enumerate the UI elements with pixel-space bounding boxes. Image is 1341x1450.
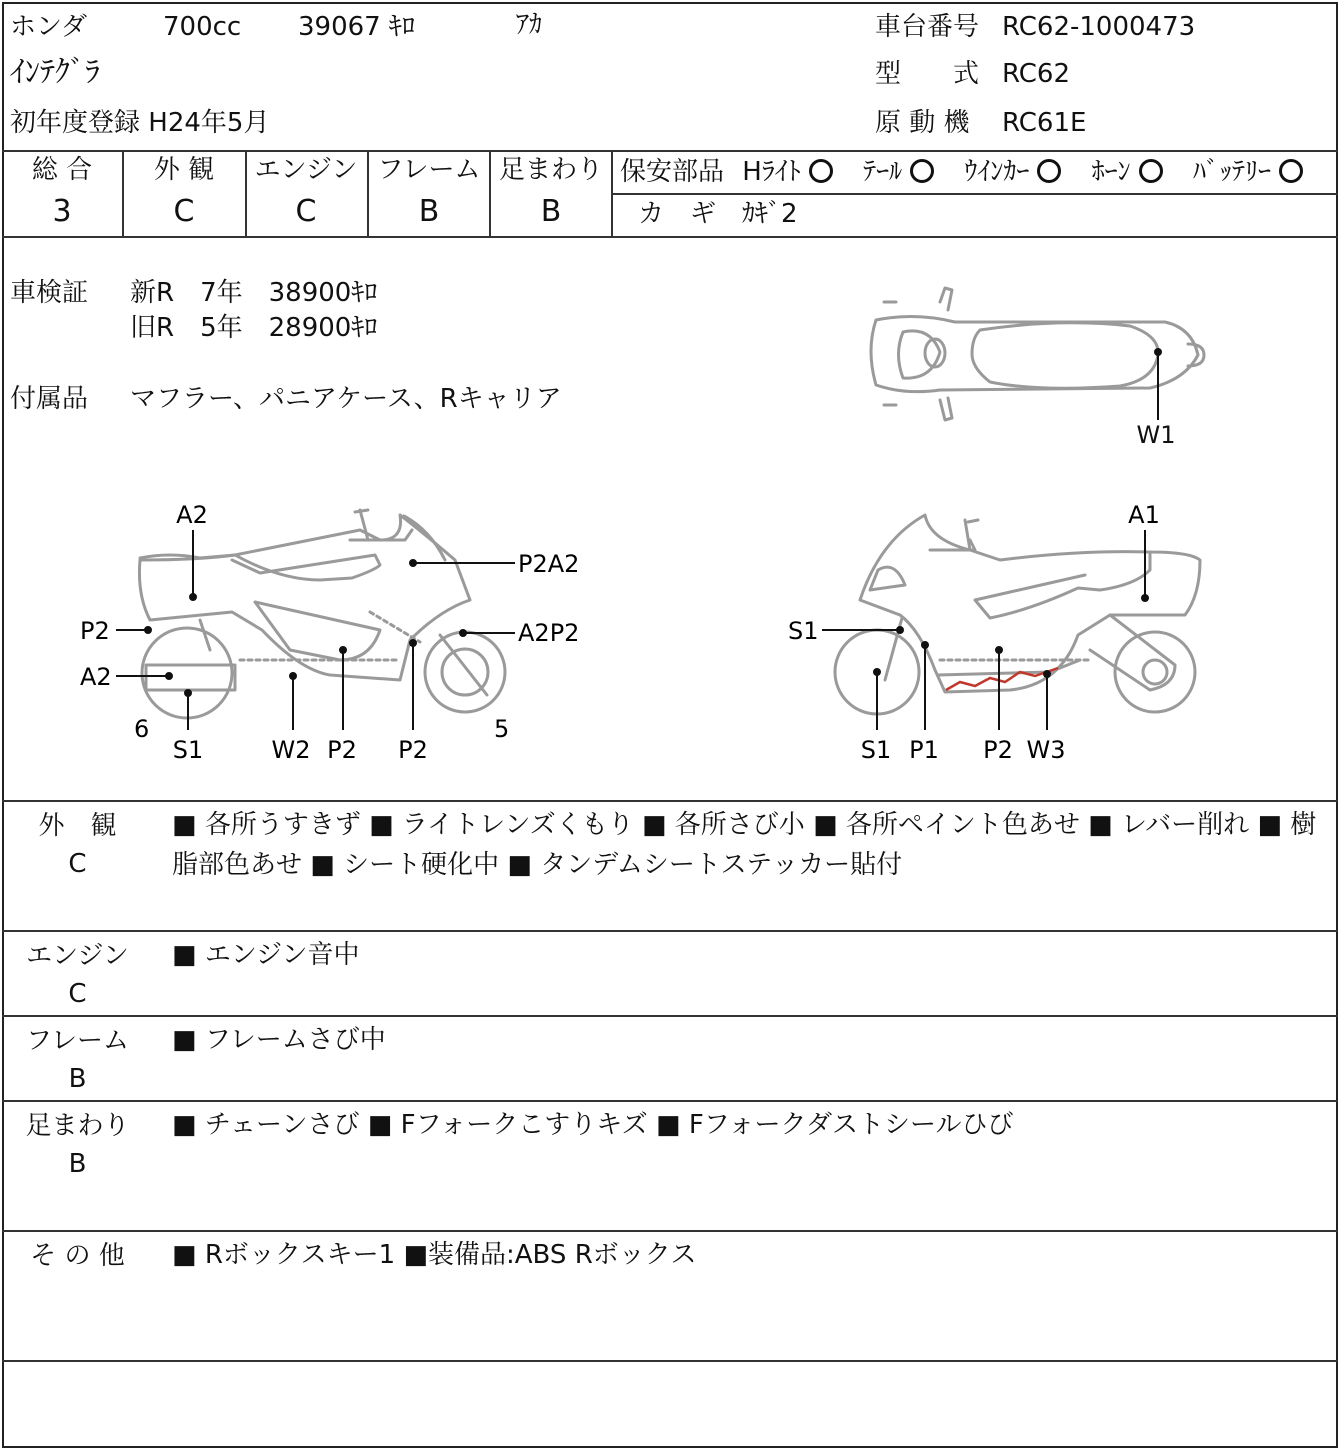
label-a2p2: A2P2 [518,619,580,647]
section-engine-label [20,938,135,1013]
section-suspension-text: ■ チェーンさび ■ Fフォークこすりキズ ■ Fフォークダストシールひび [172,1110,1014,1140]
leader-lines-right [822,530,1148,730]
scooter-left-view [139,510,505,718]
type-label: 型 式 [875,59,980,89]
label-a2-top: A2 [176,501,208,529]
ok-mark-icon [910,159,934,183]
safety-parts [620,159,1303,185]
grade-total-value: 3 [52,194,72,229]
section-grade: C [68,978,87,1009]
type: RC62 [1002,59,1071,89]
frame-no-label: 車台番号 [875,12,980,42]
grade-engine-label: エンジン [254,155,358,185]
frame-no: RC62-1000473 [1002,12,1196,42]
label-6: 6 [134,715,150,743]
label-s1-right: S1 [860,736,892,764]
label-p2-front-lower: P2 [398,736,428,764]
section-grade: B [68,1063,87,1094]
inspection-old: 旧R 5年 28900ｷﾛ [130,313,378,343]
label-s1-front: S1 [788,617,819,645]
section-exterior-label [20,808,135,883]
color: ｱｶ [516,10,543,40]
label-a2-muffler: A2 [80,663,112,691]
inspection-label: 車検証 [10,278,89,308]
label-p2-front: P2 [80,617,110,645]
section-title: 足まわり [25,1111,130,1141]
section-exterior-text: ■ 各所うすきず ■ ライトレンズくもり ■ 各所さび小 ■ 各所ペイント色あせ ■ レバー削れ ■ 樹脂部色あせ ■ シート硬化中 ■ タンデムシートステッカー貼付 [172,810,1317,880]
section-other-label [20,1238,135,1276]
damage-diagram [0,240,1341,800]
grade-frame-label: フレーム [377,155,481,185]
divider [2,800,1338,802]
inspection-new: 新R 7年 38900ｷﾛ [130,278,378,308]
grade-suspension-label: 足まわり [498,155,603,185]
grade-frame-value: B [418,194,440,229]
section-frame-label [20,1023,135,1098]
section-title: そ の 他 [30,1241,125,1271]
ok-mark-icon [1139,159,1163,183]
label-w3: W3 [1026,736,1066,764]
label-s1-left: S1 [172,736,204,764]
divider [2,1360,1338,1362]
keys: カ ギ ｶｷﾞ2 [638,199,798,229]
grade-suspension-value: B [540,194,562,229]
label-w1: W1 [1136,421,1176,449]
engine-label: 原 動 機 [875,108,970,138]
ok-mark-icon [1037,159,1061,183]
safety-item-winker: ｳｲﾝｶｰ [964,157,1030,187]
safety-item-battery: ﾊﾞｯﾃﾘｰ [1192,157,1271,187]
grade-total-label: 総 合 [31,155,93,185]
divider [2,930,1338,932]
maker: ホンダ [10,12,87,42]
displacement: 700cc [163,12,242,42]
safety-item-headlight: Hﾗｲﾄ [742,157,801,187]
divider [2,1230,1338,1232]
ok-mark-icon [1279,159,1303,183]
first-registration: 初年度登録 H24年5月 [10,108,270,138]
divider [611,150,613,238]
grade-engine-value: C [295,194,317,229]
label-p2-right: P2 [983,736,1013,764]
section-frame-text: ■ フレームさび中 [172,1025,386,1055]
accessories-label: 付属品 [10,384,89,414]
safety-title: 保安部品 [620,157,725,187]
engine: RC61E [1002,108,1087,138]
divider [2,150,1338,152]
section-title: 外 観 [38,811,117,841]
grade-exterior-value: C [173,194,195,229]
section-title: フレーム [26,1026,129,1056]
label-w2: W2 [271,736,311,764]
section-grade: C [68,848,87,879]
mileage: 39067 ｷﾛ [298,12,415,42]
ok-mark-icon [809,159,833,183]
accessories-value: マフラー、パニアケース、Rキャリア [130,384,562,414]
safety-item-tail: ﾃｰﾙ [863,157,903,187]
section-grade: B [68,1148,87,1179]
section-suspension-label [20,1108,135,1183]
label-p2-mid: P2 [327,736,357,764]
divider [611,193,1338,195]
grade-exterior-label: 外 観 [153,155,215,185]
divider [2,1015,1338,1017]
section-engine-text: ■ エンジン音中 [172,940,360,970]
section-other-text: ■ Rボックスキー1 ■装備品:ABS Rボックス [172,1240,697,1270]
divider [2,1100,1338,1102]
divider [2,236,1338,238]
section-title: エンジン [26,941,129,971]
label-a1: A1 [1128,501,1160,529]
label-5: 5 [494,715,510,743]
scooter-top-view [871,288,1204,420]
model-name: ｲﾝﾃｸﾞﾗ [10,55,100,90]
safety-item-horn: ﾎｰﾝ [1091,157,1131,187]
label-p1: P1 [909,736,939,764]
label-p2a2: P2A2 [518,550,580,578]
